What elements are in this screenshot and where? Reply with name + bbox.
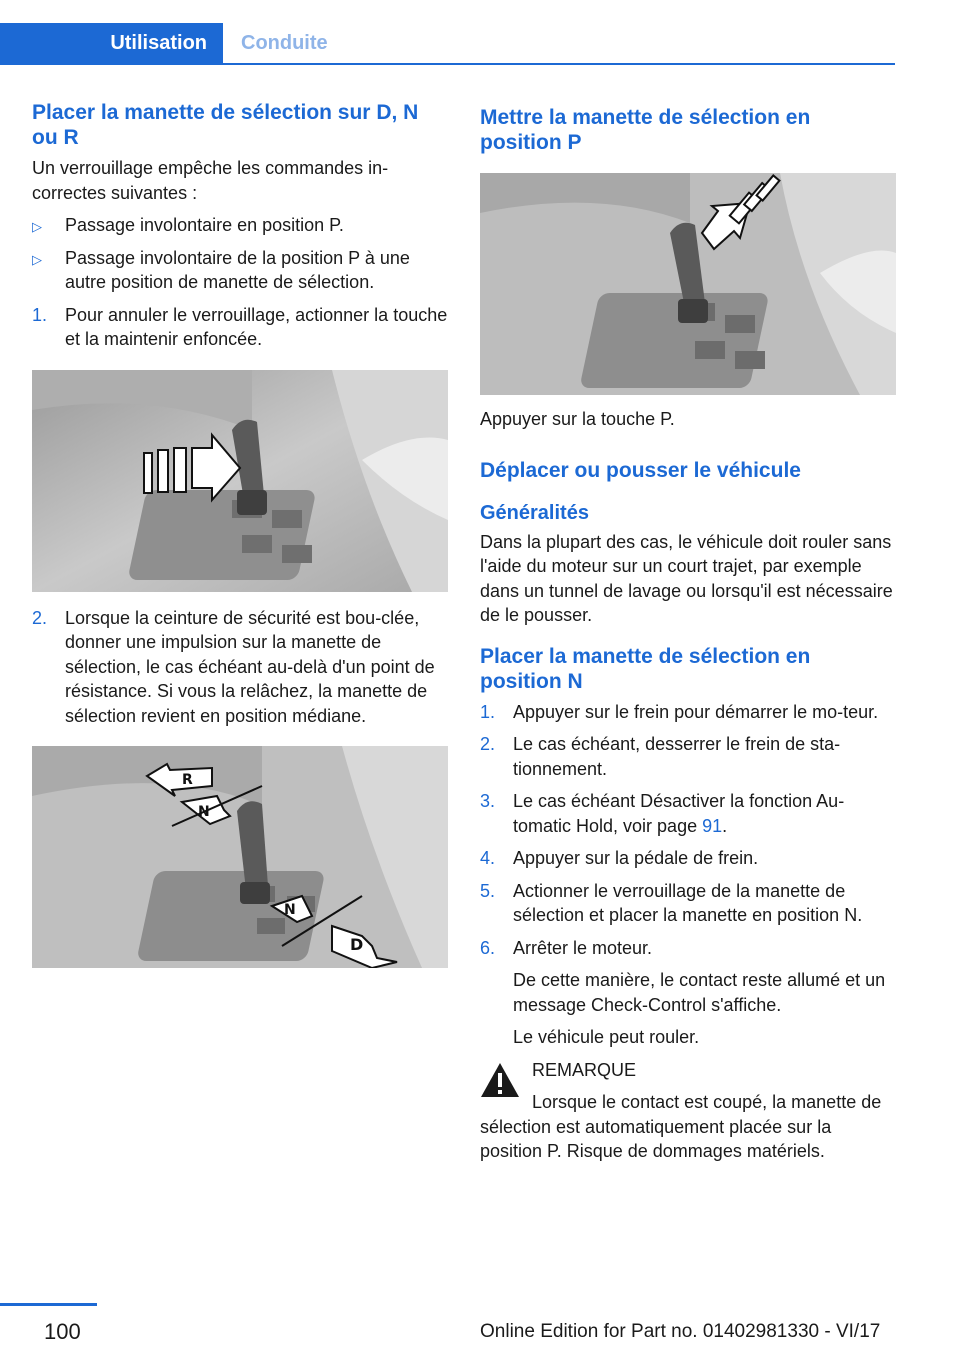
intro-text: Un verrouillage empêche les commandes in-correctes suivantes : <box>32 158 389 203</box>
position-label-d: D <box>350 935 364 954</box>
page-number: 100 <box>44 1319 81 1344</box>
step-number: 4. <box>480 848 496 868</box>
general-text: Dans la plupart des cas, le véhicule doit rouler sans l'aide du moteur sur un court trajet, par exemple dans un tunnel de lavage ou lorsqu'il est nécessaire de le pousser. <box>480 531 893 625</box>
warning-note <box>480 1058 896 1164</box>
left-column <box>32 100 448 968</box>
press-p-text: Appuyer sur la touche P. <box>480 409 675 429</box>
step-item: 3. Le cas échéant Désactiver la fonction Au-tomatic Hold, voir page 91. <box>480 791 845 836</box>
step-item: 2. Lorsque la ceinture de sécurité est bou-clée, donner une impulsion sur la manette de sélection, le cas échéant au-delà d'un point de résistance. Si vous la relâchez, la manette de sélection revient en position médiane. <box>32 607 435 726</box>
step-item: 4. Appuyer sur la pédale de frein. <box>480 846 896 871</box>
step-number: 6. <box>480 937 496 958</box>
page-link[interactable]: 91 <box>702 815 723 836</box>
note-body: Lorsque le contact est coupé, la manette de sélection est automatiquement placée sur la position P. Risque de dommages matériels. <box>480 1092 882 1161</box>
step-item: 5. Actionner le verrouillage de la manette de sélection et placer la manette en position N. <box>480 880 863 925</box>
position-label-r: R <box>182 772 193 788</box>
section-title-position-p: Mettre la manette de sélection en position P <box>480 106 811 154</box>
position-label-n: N <box>198 804 210 820</box>
step-number: 1. <box>32 304 48 325</box>
list-item: ▷ Passage involontaire de la position P à une autre position de manette de sélection. <box>32 247 410 292</box>
section-title-position-n: Placer la manette de sélection en position N <box>480 644 811 693</box>
tab-conduite[interactable]: Conduite <box>241 32 328 54</box>
step-number: 2. <box>480 734 496 754</box>
figure-selector-positions <box>32 746 448 968</box>
note-title: REMARQUE <box>532 1059 637 1080</box>
footer-rule <box>0 1303 97 1306</box>
step-item: 2. Le cas échéant, desserrer le frein de sta-tionnement. <box>480 734 841 779</box>
position-label-n: N <box>284 902 296 918</box>
step-item: 1. Appuyer sur le frein pour démarrer le mo-teur. <box>480 700 896 725</box>
edition-text: Online Edition for Part no. 01402981330 - VI/17 <box>480 1321 881 1342</box>
step-number: 2. <box>32 607 48 628</box>
warning-triangle-icon <box>480 1062 520 1098</box>
header-tabs <box>0 23 895 65</box>
step-number: 3. <box>480 791 496 811</box>
section-title-d-n-r: Placer la manette de sélection sur D, N ou R <box>32 101 419 149</box>
figure-selector-p <box>480 173 896 395</box>
step-item: 6. Arrêter le moteur. <box>480 936 896 961</box>
right-column <box>480 100 896 1164</box>
step-continuation: De cette manière, le contact reste allumé et un message Check-Control s'affiche. <box>513 970 886 1015</box>
section-title-move-vehicle: Déplacer ou pousser le véhicule <box>480 458 801 482</box>
step-number: 5. <box>480 880 496 901</box>
step-item: 1. Pour annuler le verrouillage, actionner la touche et la maintenir enfoncée. <box>32 304 448 349</box>
figure-selector-unlock <box>32 370 448 592</box>
step-continuation: Le véhicule peut rouler. <box>513 1027 700 1047</box>
triangle-right-icon: ▷ <box>32 251 42 267</box>
list-item: ▷ Passage involontaire en position P. <box>32 213 448 238</box>
tab-utilisation[interactable]: Utilisation <box>0 23 223 63</box>
subsection-general: Généralités <box>480 501 589 524</box>
step-number: 1. <box>480 701 496 722</box>
triangle-right-icon: ▷ <box>32 219 42 234</box>
